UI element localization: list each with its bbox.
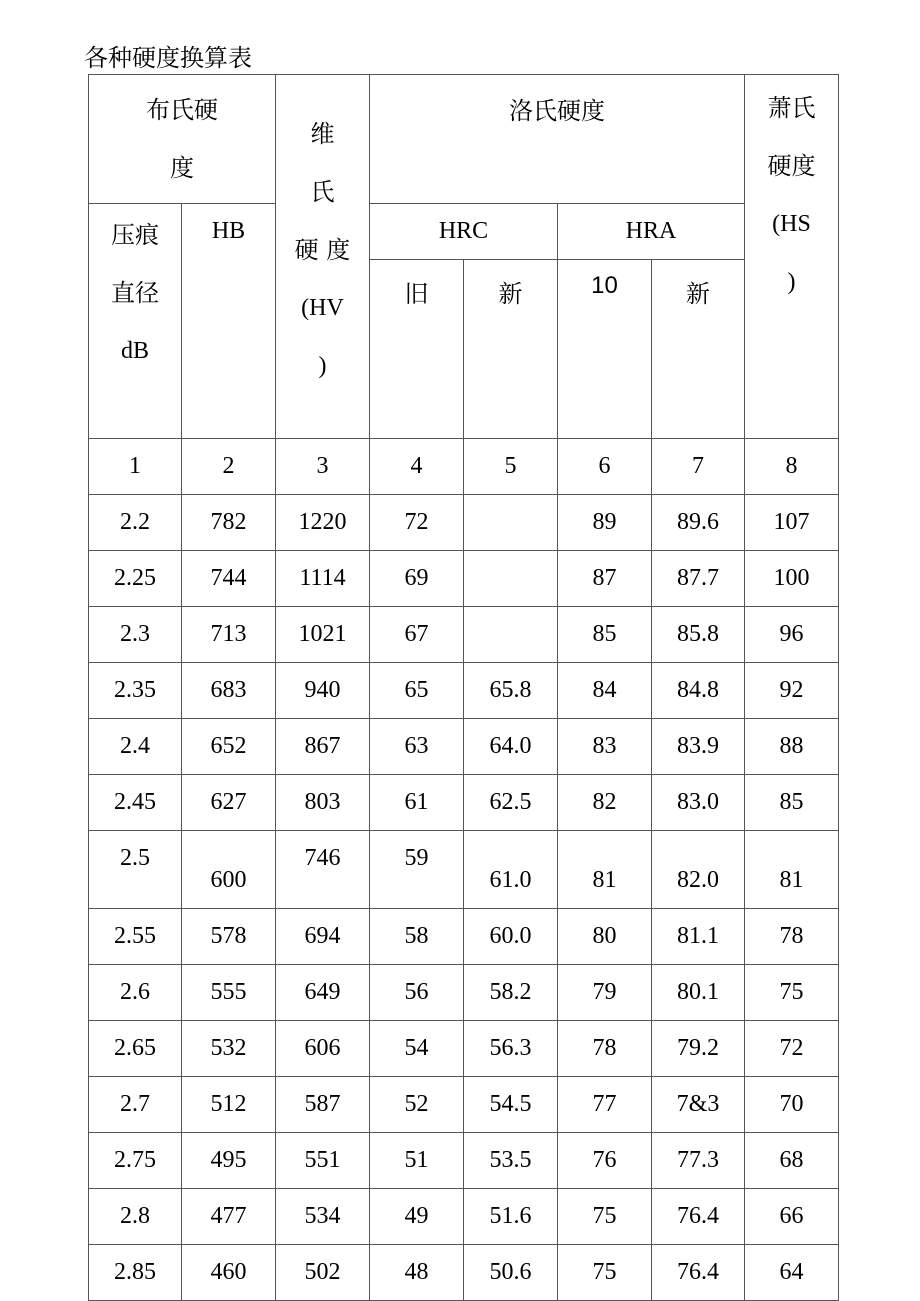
- table-cell: 52: [370, 1077, 464, 1133]
- header-shore-line2: 硬度: [767, 152, 816, 180]
- table-cell: 63: [370, 719, 464, 775]
- header-indent-line3: dB: [120, 338, 149, 364]
- table-cell: 48: [370, 1245, 464, 1301]
- table-cell: 2.55: [89, 909, 182, 965]
- table-cell: 84: [558, 663, 652, 719]
- table-row: [89, 909, 839, 965]
- table-cell: 83.9: [652, 719, 745, 775]
- table-cell: 940: [276, 663, 370, 719]
- table-cell: 7&3: [652, 1077, 745, 1133]
- header-hrc-old: 旧: [370, 260, 464, 439]
- header-hrc-new: 新: [464, 260, 558, 439]
- table-cell: 96: [745, 607, 839, 663]
- table-cell: 56.3: [464, 1021, 558, 1077]
- table-cell: 551: [276, 1133, 370, 1189]
- table-cell: 61: [370, 775, 464, 831]
- table-cell: 85.8: [652, 607, 745, 663]
- table-cell: 107: [745, 495, 839, 551]
- table-cell: 2.6: [89, 965, 182, 1021]
- header-hrc: HRC: [370, 204, 558, 260]
- table-cell: 78: [745, 909, 839, 965]
- table-cell: 65: [370, 663, 464, 719]
- table-cell: 76.4: [652, 1245, 745, 1301]
- table-cell: 60.0: [464, 909, 558, 965]
- column-number: 7: [652, 439, 745, 495]
- table-cell: [464, 495, 558, 551]
- table-cell: 67: [370, 607, 464, 663]
- table-cell: 49: [370, 1189, 464, 1245]
- header-vickers-line4: (HV: [301, 295, 344, 321]
- header-hra-new: 新: [652, 260, 745, 439]
- header-indent-diameter: [89, 204, 182, 439]
- table-cell: 502: [276, 1245, 370, 1301]
- table-cell: 59: [370, 831, 464, 909]
- table-cell: 460: [182, 1245, 276, 1301]
- header-indent-line2: 直径: [111, 279, 159, 307]
- header-hra: HRA: [558, 204, 745, 260]
- column-number: 3: [276, 439, 370, 495]
- table-cell: 85: [745, 775, 839, 831]
- table-row: [89, 551, 839, 607]
- table-cell: 66: [745, 1189, 839, 1245]
- table-cell: 68: [745, 1133, 839, 1189]
- column-number: 8: [745, 439, 839, 495]
- table-cell: 62.5: [464, 775, 558, 831]
- table-cell: 81.1: [652, 909, 745, 965]
- header-rockwell: 洛氏硬度: [370, 75, 745, 204]
- header-shore-line1: 萧氏: [767, 94, 816, 122]
- table-cell: 81: [745, 831, 839, 909]
- table-cell: 2.4: [89, 719, 182, 775]
- table-cell: 53.5: [464, 1133, 558, 1189]
- header-brinell-line2: 度: [170, 154, 194, 182]
- table-cell: 92: [745, 663, 839, 719]
- table-cell: 587: [276, 1077, 370, 1133]
- column-number: 1: [89, 439, 182, 495]
- table-cell: 61.0: [464, 831, 558, 909]
- table-cell: 652: [182, 719, 276, 775]
- table-cell: 65.8: [464, 663, 558, 719]
- table-cell: 84.8: [652, 663, 745, 719]
- table-cell: 56: [370, 965, 464, 1021]
- header-shore: [745, 75, 839, 439]
- table-cell: 64: [745, 1245, 839, 1301]
- table-cell: 64.0: [464, 719, 558, 775]
- table-cell: 80.1: [652, 965, 745, 1021]
- table-cell: 79.2: [652, 1021, 745, 1077]
- table-cell: 87: [558, 551, 652, 607]
- table-cell: [464, 551, 558, 607]
- table-cell: 649: [276, 965, 370, 1021]
- table-cell: 77.3: [652, 1133, 745, 1189]
- table-cell: 2.5: [89, 831, 182, 909]
- table-cell: 2.85: [89, 1245, 182, 1301]
- table-cell: 2.45: [89, 775, 182, 831]
- column-number-row: [89, 439, 839, 495]
- table-row: [89, 1245, 839, 1301]
- table-cell: 477: [182, 1189, 276, 1245]
- table-row: [89, 495, 839, 551]
- column-number: 4: [370, 439, 464, 495]
- table-cell: 83.0: [652, 775, 745, 831]
- table-cell: 75: [745, 965, 839, 1021]
- table-cell: 70: [745, 1077, 839, 1133]
- header-hb: HB: [182, 204, 276, 439]
- table-cell: 1021: [276, 607, 370, 663]
- table-cell: 2.3: [89, 607, 182, 663]
- table-cell: 85: [558, 607, 652, 663]
- column-number: 2: [182, 439, 276, 495]
- table-cell: 76.4: [652, 1189, 745, 1245]
- table-cell: 51: [370, 1133, 464, 1189]
- table-cell: 782: [182, 495, 276, 551]
- header-indent-line1: 压痕: [111, 221, 159, 249]
- table-cell: 51.6: [464, 1189, 558, 1245]
- header-brinell-line1: 布氏硬: [146, 96, 218, 124]
- table-cell: 75: [558, 1245, 652, 1301]
- table-cell: 72: [370, 495, 464, 551]
- header-brinell: [89, 75, 276, 204]
- table-cell: 1114: [276, 551, 370, 607]
- column-number: 5: [464, 439, 558, 495]
- table-cell: 72: [745, 1021, 839, 1077]
- table-cell: [464, 607, 558, 663]
- table-cell: 2.2: [89, 495, 182, 551]
- table-cell: 69: [370, 551, 464, 607]
- table-cell: 803: [276, 775, 370, 831]
- table-cell: 58.2: [464, 965, 558, 1021]
- table-cell: 694: [276, 909, 370, 965]
- table-cell: 2.8: [89, 1189, 182, 1245]
- table-cell: 82: [558, 775, 652, 831]
- header-vickers-line1: 维: [310, 120, 335, 148]
- table-cell: 2.25: [89, 551, 182, 607]
- table-cell: 50.6: [464, 1245, 558, 1301]
- table-row: [89, 663, 839, 719]
- table-cell: 79: [558, 965, 652, 1021]
- table-cell: 75: [558, 1189, 652, 1245]
- table-row: [89, 831, 839, 909]
- hardness-conversion-table: [88, 74, 839, 1301]
- table-row: [89, 719, 839, 775]
- header-shore-line4: ): [787, 269, 796, 295]
- table-cell: 532: [182, 1021, 276, 1077]
- table-cell: 512: [182, 1077, 276, 1133]
- table-cell: 746: [276, 831, 370, 909]
- header-shore-line3: (HS: [772, 211, 811, 237]
- column-number: 6: [558, 439, 652, 495]
- table-cell: 82.0: [652, 831, 745, 909]
- table-cell: 627: [182, 775, 276, 831]
- table-cell: 495: [182, 1133, 276, 1189]
- table-cell: 600: [182, 831, 276, 909]
- table-cell: 81: [558, 831, 652, 909]
- header-vickers-line3: 硬 度: [294, 236, 351, 264]
- table-cell: 77: [558, 1077, 652, 1133]
- table-cell: 80: [558, 909, 652, 965]
- table-cell: 578: [182, 909, 276, 965]
- header-vickers-line5: ): [318, 353, 327, 379]
- table-cell: 867: [276, 719, 370, 775]
- table-cell: 88: [745, 719, 839, 775]
- table-cell: 2.35: [89, 663, 182, 719]
- table-cell: 1220: [276, 495, 370, 551]
- header-vickers: [276, 75, 370, 439]
- table-cell: 2.7: [89, 1077, 182, 1133]
- table-cell: 87.7: [652, 551, 745, 607]
- document-title: 各种硬度换算表: [84, 44, 252, 72]
- table-cell: 89: [558, 495, 652, 551]
- table-cell: 555: [182, 965, 276, 1021]
- table-row: [89, 965, 839, 1021]
- table-row: [89, 1189, 839, 1245]
- table-row: [89, 1077, 839, 1133]
- table-cell: 54: [370, 1021, 464, 1077]
- table-cell: 606: [276, 1021, 370, 1077]
- table-cell: 744: [182, 551, 276, 607]
- table-cell: 78: [558, 1021, 652, 1077]
- table-cell: 683: [182, 663, 276, 719]
- table-row: [89, 1133, 839, 1189]
- table-cell: 100: [745, 551, 839, 607]
- table-cell: 534: [276, 1189, 370, 1245]
- header-vickers-line2: 氏: [310, 178, 335, 206]
- table-cell: 76: [558, 1133, 652, 1189]
- table-cell: 2.65: [89, 1021, 182, 1077]
- table-cell: 83: [558, 719, 652, 775]
- table-cell: 89.6: [652, 495, 745, 551]
- table-row: [89, 1021, 839, 1077]
- table-cell: 2.75: [89, 1133, 182, 1189]
- table-row: [89, 607, 839, 663]
- table-cell: 54.5: [464, 1077, 558, 1133]
- table-cell: 58: [370, 909, 464, 965]
- table-row: [89, 775, 839, 831]
- header-hra-old: 10: [558, 260, 652, 439]
- table-cell: 713: [182, 607, 276, 663]
